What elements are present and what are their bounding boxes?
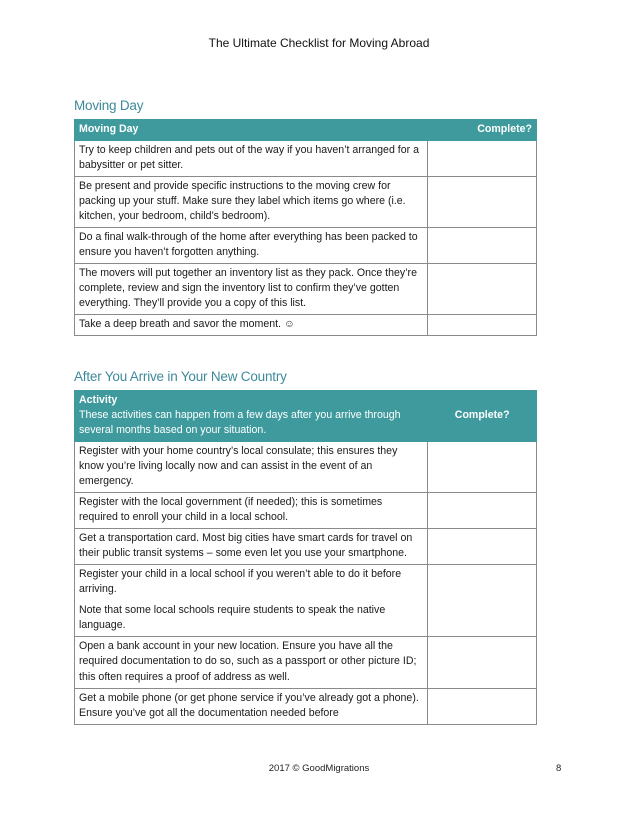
after-arrival-table <box>74 390 537 725</box>
complete-checkbox-cell[interactable] <box>428 529 537 565</box>
task-note: Note that some local schools require students to speak the native language. <box>79 604 386 632</box>
table-row <box>75 529 537 565</box>
table-row <box>75 688 537 724</box>
task-text: Be present and provide specific instructions to the moving crew for packing up your stuff. Make sure they label which items go where (i.e. kitchen, your bedroom, child’s bedroom). <box>75 177 428 228</box>
task-text: Open a bank account in your new location. Ensure you have all the required documentation to do so, such as a passport or other picture ID; this often requires a proof of address as well. <box>75 637 428 688</box>
table-header-row <box>75 120 537 141</box>
complete-checkbox-cell[interactable] <box>428 264 537 315</box>
table-row <box>75 442 537 493</box>
complete-checkbox-cell[interactable] <box>428 442 537 493</box>
table-row <box>75 177 537 228</box>
table-row <box>75 264 537 315</box>
task-text: Register with the local government (if needed); this is sometimes required to enroll your child in a local school. <box>75 493 428 529</box>
column-header-activity <box>75 391 428 442</box>
task-cell <box>75 565 428 637</box>
column-header-complete: Complete? <box>428 120 537 141</box>
table-row <box>75 565 537 637</box>
page-footer: 2017 © GoodMigrations <box>268 763 370 774</box>
column-header-task: Moving Day <box>75 120 428 141</box>
complete-checkbox-cell[interactable] <box>428 688 537 724</box>
complete-checkbox-cell[interactable] <box>428 141 537 177</box>
table-header-row <box>75 391 537 442</box>
complete-checkbox-cell[interactable] <box>428 177 537 228</box>
table-row <box>75 228 537 264</box>
complete-checkbox-cell[interactable] <box>428 565 537 637</box>
task-text: Take a deep breath and savor the moment. ☺ <box>75 315 428 336</box>
page-number: 8 <box>556 763 562 774</box>
table-row <box>75 637 537 688</box>
section-title-after-arrival: After You Arrive in Your New Country <box>74 369 287 384</box>
table-row <box>75 141 537 177</box>
task-text: Get a mobile phone (or get phone service if you’ve already got a phone). Ensure you’ve got all the documentation needed before <box>75 688 428 724</box>
section-title-moving-day: Moving Day <box>74 98 144 113</box>
activity-heading: Activity <box>79 394 118 406</box>
moving-day-table <box>74 119 537 336</box>
activity-subheading: These activities can happen from a few days after you arrive through several months based on your situation. <box>79 409 401 437</box>
page-header: The Ultimate Checklist for Moving Abroad <box>208 36 430 50</box>
task-text: Register your child in a local school if you weren’t able to do it before arriving. <box>79 568 402 596</box>
column-header-complete: Complete? <box>428 391 537 442</box>
complete-checkbox-cell[interactable] <box>428 493 537 529</box>
task-text: The movers will put together an inventory list as they pack. Once they’re complete, review and sign the inventory list to confirm they’ve gotten everything. They’ll provide you a copy of this list. <box>75 264 428 315</box>
table-row <box>75 315 537 336</box>
complete-checkbox-cell[interactable] <box>428 315 537 336</box>
task-text: Do a final walk-through of the home after everything has been packed to ensure you haven’t forgotten anything. <box>75 228 428 264</box>
complete-checkbox-cell[interactable] <box>428 228 537 264</box>
complete-checkbox-cell[interactable] <box>428 637 537 688</box>
table-row <box>75 493 537 529</box>
task-text: Register with your home country’s local consulate; this ensures they know you’re living locally now and can assist in the event of an emergency. <box>75 442 428 493</box>
task-text: Get a transportation card. Most big cities have smart cards for travel on their public transit systems – some even let you use your smartphone. <box>75 529 428 565</box>
task-text: Try to keep children and pets out of the way if you haven’t arranged for a babysitter or pet sitter. <box>75 141 428 177</box>
